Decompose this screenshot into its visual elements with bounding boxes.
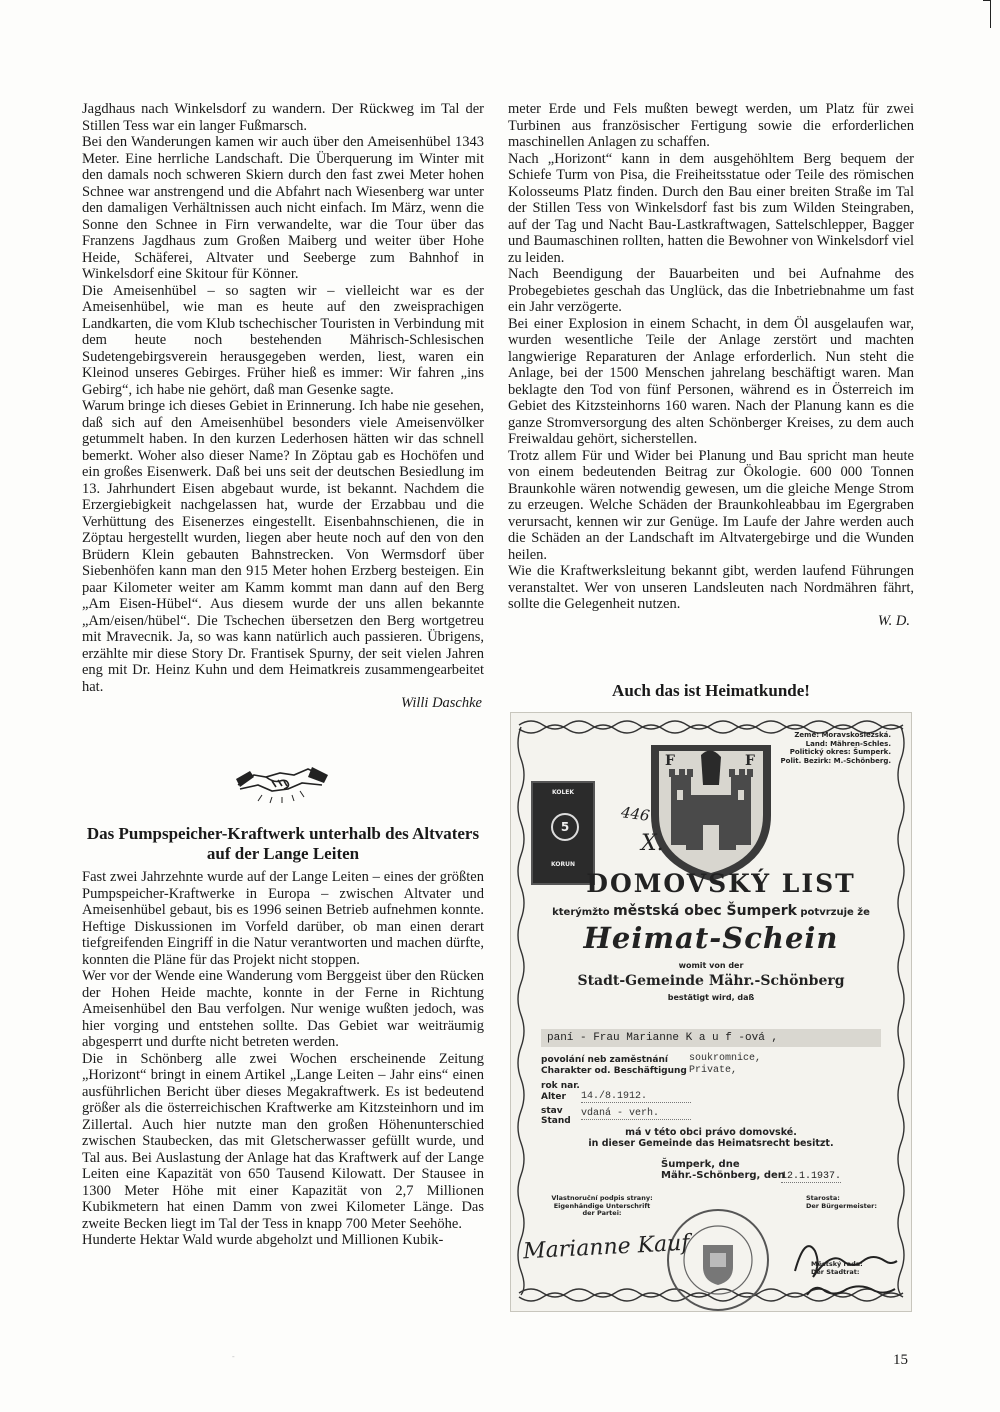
- crop-mark-horizontal: [983, 0, 991, 1]
- occupation-value-cz: soukromnice,: [689, 1053, 762, 1064]
- paragraph: Warum bringe ich dieses Gebiet in Erinnerung. Ich habe nie gesehen, daß sich auf den Ameisenhübel besonders viele Ameisenvölker getummelt haben. In den kurzen Lederhosen hätten wir das schnell bemerkt. Woher also dieser Name? In Zöptau gab es Hochöfen und ein großes Eisenwerk. Daß bei uns seit der deutschen Besiedlung im 13. Jahrhundert Eisen abgebaut wurde, ist bekannt. Nachdem die Erzergiebigkeit nachgelassen hat, wurde der Erzabbau und die Verhüttung des Eisenerzes eingestellt. Eisenbahnschienen, die in Zöptau hergestellt wurden, liegen aber heute noch auf den von den Brüdern Klein gebauten Bahnstrecken. Von Wermsdorf über Siebenhöfen kann man den 915 Meter hohen Erzberg besteigen. Ein paar Kilometer weiter am Kamm kommt man dann auf den Berg „Am Eisen-Hübel“. Aus diesem wurde der uns allen bekannte „Am/eisen/hübel“. Die Tschechen übersetzen den Berg wortgetreu mit Mravecnik. Ja, so was kann natürlich auch passieren. Übrigens, erzählte mir diese Story Dr. Frantisek Spurny, der seit vielen Jahren eng mit Dr. Heinz Kuhn und dem Heimatkreis zusammengearbeitet hat.: [82, 398, 484, 695]
- residency-right-cz: má v této obci právo domovské.: [625, 1127, 797, 1138]
- certificate-womit: womit von der: [678, 961, 744, 970]
- paragraph: Bei den Wanderungen kamen wir auch über den Ameisenhübel 1343 Meter. Eine herrliche Landschaft. Die Überquerung im Winter mit den damals noch schweren Skiern durch den fast zwei Meter hohen Schnee war anstrengend und die Abfahrt nach Wiesenberg war unter den damaligen Verhältnissen auch nicht einfach. Im März, wenn die Sonne den Schnee in Firn verwandelte, war die Tour über das Franzens Jagdhaus zum Großen Maiberg und weiter über Hohe Heide, Schäferei, Altvater und Seeberge zum Bahnhof in Winkelsdorf eine Skitour für Könner.: [82, 134, 484, 282]
- article-ameisenhuebel: [82, 101, 484, 712]
- article-title: Auch das ist Heimatkunde!: [612, 681, 810, 700]
- page-mark: -: [232, 1352, 235, 1361]
- stamp-value: 5: [551, 813, 579, 841]
- castle-crest-icon: [641, 735, 781, 885]
- municipal-seal-icon: [663, 1205, 773, 1312]
- paragraph: meter Erde und Fels mußten bewegt werden, um Platz für zwei Turbinen aus französischer Fertigung sowie die erforderlichen maschinellen Anlagen zu schaffen.: [508, 101, 914, 150]
- header-line: Politický okres: Šumperk.: [789, 748, 891, 756]
- holder-name-field: paní - Frau Marianne K a u f -ová ,: [541, 1029, 881, 1047]
- stamp-top: KOLEK: [551, 789, 575, 796]
- article-pumpspeicher-right: [508, 101, 914, 629]
- handwritten-mark: X.: [641, 831, 664, 856]
- status-label-de: Stand: [541, 1116, 571, 1126]
- header-line: Země: Moravskoslezská.: [794, 731, 891, 739]
- issue-place-cz: Šumperk, dne: [661, 1159, 740, 1170]
- certificate-subtitle-cz: [541, 903, 881, 919]
- issue-date: 12.1.1937.: [781, 1171, 842, 1182]
- article-pumpspeicher-left: [82, 869, 484, 1249]
- paragraph: Fast zwei Jahrzehnte wurde auf der Lange Leiten – eines der größten Pumpspeicher-Kraftwerke in Europa – zwischen Altvater und Ameisenhübel gebaut, bis es 1996 seinen Betrieb aufnehmen konnte. Heftige Diskussionen im Vorfeld darüber, ob man einen derart tiefgreifenden Eingriff in die Natur verantworten und machen dürfte, konnten die Pläne für das Projekt nicht stoppen.: [82, 869, 484, 968]
- owner-signature-label: [547, 1195, 657, 1218]
- header-line: Polit. Bezirk: M.-Schönberg.: [780, 756, 891, 765]
- heimatschein-heading: Heimat-Schein: [583, 921, 839, 955]
- owner-signature-label-cz: Vlastnoruční podpis strany:: [551, 1194, 653, 1202]
- occupation-label-de: Charakter od. Beschäftigung: [541, 1066, 687, 1076]
- header-line: Land: Mähren-Schles.: [805, 739, 891, 748]
- certificate-title: DOMOVSKÝ LIST: [586, 869, 856, 898]
- council-label-de: Der Stadtrat:: [811, 1267, 860, 1276]
- page-number: 15: [893, 1352, 908, 1368]
- paragraph: Jagdhaus nach Winkelsdorf zu wandern. Der Rückweg im Tal der Stillen Tess war ein langer Fußmarsch.: [82, 101, 484, 134]
- paragraph: Die in Schönberg alle zwei Wochen erscheinende Zeitung „Horizont“ bringt in einem Artikel „Lange Leiten – Jahr eins“ einen ausführlichen Bericht über dieses Megakraftwerk. Es ist bedeutend größer als die österreichischen Kraftwerke am Kitzsteinhorn und im Zillertal. Auch hier nutzte man den großen Höhenunterschied zwischen Staubecken, das mit Gletscherwasser gefüllt wurde, und Tal aus. Bei Auslastung der Anlage hat das Kraftwerk auf der Lange Leiten eine Kapazität von 650 Tausend Kilowatt. Der Stausee in 1300 Meter Höhe mit einer Kapazität von 2,7 Millionen Kubikmetern hat einen Damm von zwei Kilometer Länge. Das zweite Becken liegt im Tal der Tess in knapp 700 Meter Seehöhe.: [82, 1050, 484, 1232]
- status-label-cz: stav: [541, 1106, 563, 1116]
- crop-mark: [990, 0, 991, 28]
- birth-date-value: 14./8.1912.: [581, 1091, 691, 1103]
- paragraph: Nach „Horizont“ kann in dem ausgehöhltem Berg bequem der Schiefe Turm von Pisa, die Freiheitsstatue oder Teile des römischen Kolosseums Platz finden. Durch den Bau einer breiten Straße im Tal der Stillen Tess von Winkelsdorf fast bis zum Wilden Steingraben, auf der Tag und Nacht Bau-Lastkraftwagen, Sattelschlepper, Bagger und Baumaschinen rollten, hatten die Bewohner von Winkelsdorf viel zu leiden.: [508, 150, 914, 266]
- svg-text:F: F: [665, 753, 675, 769]
- handwritten-number: 446: [619, 803, 651, 825]
- age-label-cz: rok nar.: [541, 1081, 580, 1091]
- article-title: Das Pumpspeicher-Kraftwerk unterhalb des Altvaters auf der Lange Leiten: [86, 824, 480, 863]
- occupation-label-cz: povolání neb zaměstnání: [541, 1055, 668, 1065]
- paragraph: Die Ameisenhübel – so sagten wir – vielleicht war es der Ameisenhübel, wie man es heute auf den zweisprachigen Landkarten, die vom Klub tschechischer Touristen in Verbindung mit dem heute noch bestehenden Mährisch-Schlesischen Sudetengebirgsverein herausgegeben werden, liest, waren ein Kleinod unseres Gebirges. Früher hieß es immer: Wir fahren „ins Gebirg“, ich habe nie gehört, daß man Gesenke sagte.: [82, 282, 484, 398]
- owner-signature-label-de: Eigenhändige Unterschrift der Partei:: [553, 1201, 651, 1217]
- heimatschein-document: [510, 712, 912, 1312]
- certificate-bestaetigt: bestätigt wird, daß: [667, 993, 755, 1002]
- council-label-cz: Městský rada:: [811, 1260, 863, 1268]
- mayor-signature: [791, 1231, 901, 1301]
- mayor-label: [806, 1195, 877, 1210]
- line-suffix: potvrzuje že: [800, 907, 870, 918]
- paragraph: [508, 563, 914, 613]
- svg-text:F: F: [745, 753, 755, 769]
- author-signature: W. D.: [877, 612, 910, 629]
- age-label-de: Alter: [541, 1092, 566, 1102]
- paragraph-text: Wie die Kraftwerksleitung bekannt gibt, werden laufend Führungen veranstaltet. Wer von unseren Landsleuten nach Nordmähren fährt, sollte die Gelegenheit nutzen.: [508, 563, 914, 612]
- issue-place: [661, 1159, 785, 1181]
- municipality-cz: městská obec Šumperk: [613, 903, 797, 919]
- paragraph: Trotz allem Für und Wider bei Planung und Bau spricht man heute von einem bedeutenden Beitrag zur Ökologie. 600 000 Tonnen Braunkohle wären notwendig gewesen, um die gleiche Menge Strom zu erzeugen. Welche Schäden der Braunkohleabbau im Egergraben verursacht, kennen wir zur Genüge. Im Laufe der Jahre werden auch die Schäden an der Landschaft im Altvatergebirge und die Wunden heilen.: [508, 447, 914, 563]
- paragraph: Wer vor der Wende eine Wanderung vom Berggeist über den Rücken der Hohen Heide machte, konnte in der Ferne in Richtung Ameisenhübel den Bau verfolgen. Nur wenige wußten jedoch, was hier vorging und entstehen sollte. Das Gebiet war weiträumig abgesperrt und durfte nicht betreten werden.: [82, 968, 484, 1050]
- marital-status-value: vdaná - verh.: [581, 1108, 691, 1120]
- stamp-bottom: KORUN: [551, 861, 575, 868]
- paragraph: Hunderte Hektar Wald wurde abgeholzt und Millionen Kubik-: [82, 1232, 444, 1248]
- paragraph: Nach Beendigung der Bauarbeiten und bei Aufnahme des Probegebietes geschah das Unglück, das die Inbetriebnahme um fast ein Jahr verzögerte.: [508, 266, 914, 315]
- line-prefix: kterýmžto: [552, 907, 610, 918]
- mayor-label-cz: Starosta:: [806, 1194, 840, 1202]
- owner-signature: Marianne Kauf: [522, 1230, 691, 1265]
- mayor-label-de: Der Bürgermeister:: [806, 1201, 877, 1210]
- residency-right-de: in dieser Gemeinde das Heimatsrecht besitzt.: [588, 1138, 834, 1149]
- paragraph: Bei einer Explosion in einem Schacht, in dem Öl ausgelaufen war, wurden wesentliche Teile der Anlage zerstört und machten langwierige Reparaturen der Anlage erforderlich. Nun steht die Anlage, bei der 1500 Menschen jahrelang beschäftigt waren. Man beklagte den Tod von fünf Personen, während es in Österreich im Gebiet des Kitzsteinhorns 160 waren. Nach der Planung kann es die ganze Stromversorgung des alten Schönberger Kreises, zu dem auch Freiwaldau gehört, sicherstellen.: [508, 315, 914, 447]
- handshake-icon: [232, 755, 332, 805]
- residency-right-statement: [541, 1127, 881, 1149]
- issue-place-de: Mähr.-Schönberg, den: [661, 1170, 785, 1181]
- author-signature: Willi Daschke: [401, 695, 482, 711]
- occupation-value-de: Private,: [689, 1065, 738, 1076]
- author-line: [508, 613, 914, 630]
- municipality-de: Stadt-Gemeinde Mähr.-Schönberg: [577, 973, 845, 989]
